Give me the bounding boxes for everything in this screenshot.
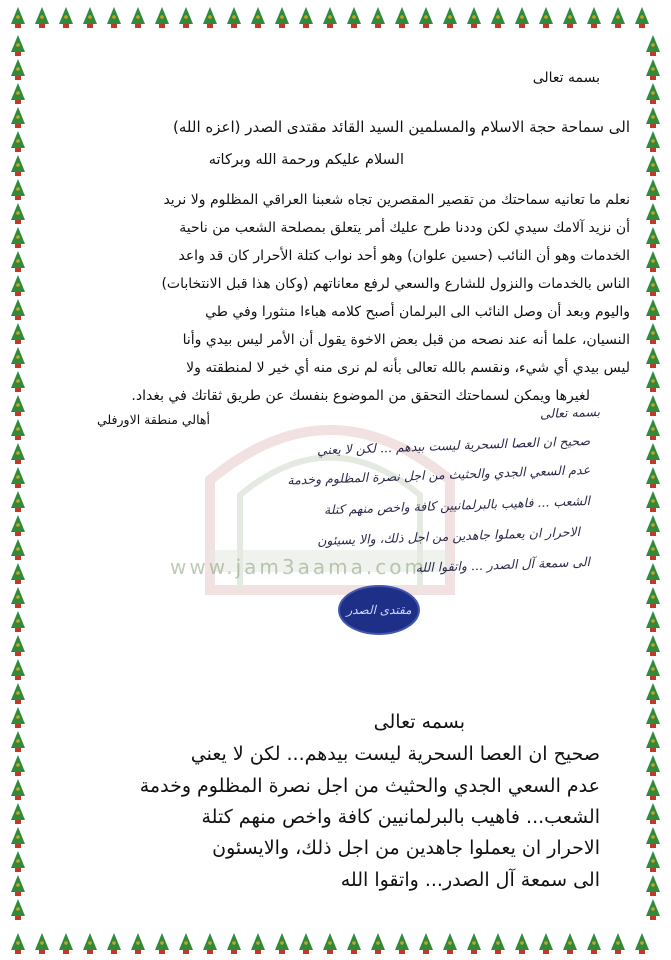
ornament-dot (16, 307, 20, 311)
ornament-base (15, 508, 21, 512)
ornament-base (567, 950, 573, 954)
ornament-base (15, 772, 21, 776)
ornament-dot (16, 115, 20, 119)
ornament-dot (16, 499, 20, 503)
ornament-base (15, 292, 21, 296)
ornament-dot (256, 941, 260, 945)
ornament-dot (304, 15, 308, 19)
ornament-dot (400, 15, 404, 19)
ornament-dot (651, 331, 655, 335)
ornament-base (15, 604, 21, 608)
ornament-dot (280, 941, 284, 945)
transcription-line: صحيح ان العصا السحرية ليست بيدهم... لكن لا يعني (190, 743, 600, 765)
ornament-dot (651, 43, 655, 47)
ornament-base (650, 460, 656, 464)
ornament-dot (448, 941, 452, 945)
ornament-base (650, 700, 656, 704)
ornament-dot (496, 15, 500, 19)
ornament-base (303, 24, 309, 28)
stamp-label: مقتدى الصدر (346, 603, 412, 617)
ornament-base (447, 24, 453, 28)
ornament-base (15, 388, 21, 392)
ornament-base (15, 52, 21, 56)
ornament-dot (651, 451, 655, 455)
letter-signature: أهالي منطقة الاورفلي (96, 412, 210, 427)
ornament-base (543, 950, 549, 954)
ornament-base (650, 556, 656, 560)
ornament-dot (160, 941, 164, 945)
ornament-dot (112, 941, 116, 945)
ornament-dot (16, 43, 20, 47)
ornament-dot (651, 307, 655, 311)
letter-greeting: السلام عليكم ورحمة الله وبركاته (208, 152, 404, 168)
ornament-dot (651, 235, 655, 239)
ornament-dot (16, 427, 20, 431)
ornament-dot (16, 787, 20, 791)
ornament-dot (16, 595, 20, 599)
ornament-base (15, 76, 21, 80)
ornament-base (650, 868, 656, 872)
ornament-dot (16, 67, 20, 71)
ornament-base (650, 76, 656, 80)
ornament-base (399, 24, 405, 28)
ornament-dot (88, 15, 92, 19)
ornament-dot (651, 67, 655, 71)
ornament-base (615, 24, 621, 28)
ornament-dot (651, 355, 655, 359)
ornament-dot (651, 739, 655, 743)
ornament-dot (160, 15, 164, 19)
ornament-base (650, 292, 656, 296)
ornament-base (39, 24, 45, 28)
ornament-base (423, 950, 429, 954)
ornament-dot (651, 547, 655, 551)
ornament-dot (16, 763, 20, 767)
ornament-base (207, 24, 213, 28)
handwritten-line: الاحرار ان يعملوا جاهدين من اجل ذلك، والا يسيئون (316, 524, 581, 549)
ornament-base (375, 950, 381, 954)
ornament-base (591, 950, 597, 954)
watermark-url: www.jam3aama.com (170, 555, 427, 579)
ornament-dot (16, 691, 20, 695)
ornament-base (15, 316, 21, 320)
ornament-dot (304, 941, 308, 945)
ornament-base (650, 340, 656, 344)
letter-body-line: الخدمات وهو أن النائب (حسين علوان) وهو أحد نواب كتلة الأحرار كان قد واعد (178, 248, 630, 264)
ornament-base (650, 628, 656, 632)
ornament-base (15, 268, 21, 272)
ornament-dot (651, 115, 655, 119)
border-left (4, 0, 32, 960)
ornament-dot (448, 15, 452, 19)
ornament-dot (16, 667, 20, 671)
ornament-base (650, 148, 656, 152)
ornament-dot (472, 941, 476, 945)
ornament-base (87, 24, 93, 28)
ornament-base (650, 52, 656, 56)
ornament-base (650, 316, 656, 320)
ornament-dot (651, 91, 655, 95)
ornament-dot (352, 15, 356, 19)
letter-body-line: الناس بالخدمات والنزول للشارع والسعي لرفع معاناتهم (وكان هذا قبل الانتخابات) (161, 276, 630, 292)
handwritten-line: عدم السعي الجدي والحثيث من اجل نصرة المظلوم وخدمة (287, 462, 591, 488)
ornament-dot (16, 859, 20, 863)
ornament-base (650, 652, 656, 656)
ornament-base (471, 24, 477, 28)
ornament-base (279, 950, 285, 954)
ornament-dot (16, 211, 20, 215)
ornament-base (15, 796, 21, 800)
ornament-dot (16, 91, 20, 95)
border-bottom (0, 930, 671, 958)
ornament-base (303, 950, 309, 954)
ornament-base (15, 172, 21, 176)
ornament-base (495, 24, 501, 28)
ornament-base (15, 484, 21, 488)
ornament-base (15, 700, 21, 704)
ornament-dot (651, 643, 655, 647)
ornament-dot (16, 475, 20, 479)
ornament-base (650, 172, 656, 176)
ornament-base (650, 124, 656, 128)
ornament-base (447, 950, 453, 954)
ornament-base (159, 950, 165, 954)
ornament-dot (651, 883, 655, 887)
ornament-dot (136, 941, 140, 945)
ornament-base (255, 950, 261, 954)
ornament-dot (424, 941, 428, 945)
ornament-dot (651, 499, 655, 503)
ornament-base (15, 556, 21, 560)
transcription-line: الى سمعة آل الصدر... واتقوا الله (340, 869, 600, 891)
ornament-base (135, 950, 141, 954)
ornament-base (15, 220, 21, 224)
ornament-dot (376, 941, 380, 945)
ornament-dot (592, 15, 596, 19)
ornament-dot (651, 859, 655, 863)
transcription-line: الشعب... فاهيب بالبرلمانيين كافة واخص منهم كتلة (201, 806, 600, 828)
ornament-base (650, 532, 656, 536)
ornament-base (15, 364, 21, 368)
ornament-dot (16, 523, 20, 527)
ornament-base (15, 100, 21, 104)
ornament-base (15, 844, 21, 848)
ornament-base (591, 24, 597, 28)
handwritten-line: صحيح ان العصا السحرية ليست بيدهم ... لكن لا يعني (316, 433, 591, 458)
ornament-base (519, 950, 525, 954)
ornament-base (39, 950, 45, 954)
ornament-dot (651, 715, 655, 719)
letter-body-line: نعلم ما تعانيه سماحتك من تقصير المقصرين تجاه شعبنا العراقي المظلوم ولا نريد (163, 192, 630, 208)
ornament-base (327, 950, 333, 954)
ornament-base (650, 412, 656, 416)
ornament-base (650, 484, 656, 488)
ornament-base (111, 950, 117, 954)
ornament-icon (4, 0, 32, 960)
transcription-line: الاحرار ان يعملوا جاهدين من اجل ذلك، والايسئون (212, 837, 600, 859)
ornament-base (650, 892, 656, 896)
ornament-base (650, 820, 656, 824)
ornament-dot (544, 941, 548, 945)
ornament-dot (16, 235, 20, 239)
seal-stamp (338, 585, 420, 635)
ornament-base (15, 124, 21, 128)
ornament-base (15, 628, 21, 632)
ornament-base (15, 892, 21, 896)
ornament-base (650, 436, 656, 440)
ornament-dot (16, 259, 20, 263)
ornament-base (650, 676, 656, 680)
letter-basmala: بسمه تعالى (532, 70, 600, 86)
ornament-dot (520, 15, 524, 19)
ornament-base (650, 748, 656, 752)
ornament-dot (651, 139, 655, 143)
ornament-dot (16, 883, 20, 887)
ornament-dot (184, 15, 188, 19)
ornament-dot (16, 163, 20, 167)
handwritten-line: الشعب ... فاهيب بالبرلمانيين كافة واخص منهم كتلة (323, 493, 591, 518)
ornament-base (15, 148, 21, 152)
ornament-base (231, 950, 237, 954)
border-top (0, 4, 671, 32)
ornament-dot (16, 643, 20, 647)
ornament-dot (400, 941, 404, 945)
ornament-base (15, 340, 21, 344)
ornament-dot (651, 667, 655, 671)
ornament-dot (544, 15, 548, 19)
letter-addressee: الى سماحة حجة الاسلام والمسلمين السيد القائد مقتدى الصدر (اعزه الله) (173, 118, 630, 136)
ornament-dot (16, 451, 20, 455)
ornament-dot (496, 941, 500, 945)
ornament-dot (592, 941, 596, 945)
ornament-base (15, 724, 21, 728)
ornament-dot (16, 907, 20, 911)
ornament-base (63, 24, 69, 28)
ornament-dot (376, 15, 380, 19)
ornament-dot (651, 523, 655, 527)
ornament-base (15, 436, 21, 440)
ornament-dot (40, 941, 44, 945)
ornament-dot (232, 15, 236, 19)
letter-body-line: ليس بيدي أي شيء، ونقسم بالله تعالى بأنه لم نرى منه أي خير لا لمنطقته ولا (186, 360, 630, 376)
ornament-dot (16, 139, 20, 143)
ornament-base (650, 796, 656, 800)
ornament-dot (651, 811, 655, 815)
ornament-dot (208, 941, 212, 945)
ornament-dot (651, 283, 655, 287)
border-right (639, 0, 667, 960)
ornament-base (650, 220, 656, 224)
ornament-dot (352, 941, 356, 945)
ornament-base (231, 24, 237, 28)
letter-body-line: واليوم وبعد أن وصل النائب الى البرلمان أصبح كلامه هباءا منثورا وفي طي (205, 304, 630, 320)
letter-body-line: أن نزيد آلامك سيدي لكن وددنا طرح عليك أمر يتعلق بمصلحة الشعب من ناحية (179, 220, 630, 236)
ornament-base (183, 950, 189, 954)
ornament-base (650, 364, 656, 368)
ornament-base (650, 844, 656, 848)
ornament-dot (16, 547, 20, 551)
ornament-base (15, 820, 21, 824)
ornament-base (650, 196, 656, 200)
ornament-base (650, 604, 656, 608)
ornament-base (87, 950, 93, 954)
ornament-base (375, 24, 381, 28)
ornament-base (650, 724, 656, 728)
ornament-base (15, 196, 21, 200)
handwritten-line: بسمه تعالى (539, 404, 601, 422)
ornament-dot (256, 15, 260, 19)
ornament-base (650, 580, 656, 584)
ornament-base (327, 24, 333, 28)
ornament-base (495, 950, 501, 954)
ornament-dot (232, 941, 236, 945)
ornament-dot (208, 15, 212, 19)
ornament-dot (616, 941, 620, 945)
ornament-base (15, 748, 21, 752)
ornament-dot (651, 595, 655, 599)
ornament-dot (651, 763, 655, 767)
ornament-dot (64, 941, 68, 945)
ornament-dot (16, 811, 20, 815)
ornament-dot (651, 427, 655, 431)
ornament-dot (16, 331, 20, 335)
ornament-base (63, 950, 69, 954)
ornament-dot (651, 163, 655, 167)
ornament-base (650, 508, 656, 512)
ornament-dot (520, 941, 524, 945)
ornament-dot (651, 787, 655, 791)
ornament-base (650, 244, 656, 248)
ornament-base (15, 916, 21, 920)
ornament-dot (16, 835, 20, 839)
ornament-dot (651, 259, 655, 263)
ornament-icon (0, 930, 671, 958)
ornament-base (567, 24, 573, 28)
transcription-line: عدم السعي الجدي والحثيث من اجل نصرة المظلوم وخدمة (139, 775, 600, 797)
ornament-dot (16, 379, 20, 383)
ornament-dot (16, 187, 20, 191)
ornament-base (111, 24, 117, 28)
ornament-dot (16, 403, 20, 407)
ornament-base (519, 24, 525, 28)
ornament-base (183, 24, 189, 28)
ornament-icon (0, 4, 671, 32)
ornament-dot (40, 15, 44, 19)
ornament-dot (651, 619, 655, 623)
ornament-dot (424, 15, 428, 19)
ornament-base (15, 580, 21, 584)
ornament-dot (651, 907, 655, 911)
ornament-dot (184, 941, 188, 945)
ornament-dot (64, 15, 68, 19)
ornament-dot (136, 15, 140, 19)
letter-body-line: لغيرها ويمكن لسماحتك التحقق من الموضوع بنفسك عن طريق ثقاتك في بغداد. (131, 388, 590, 404)
ornament-base (15, 676, 21, 680)
ornament-base (15, 244, 21, 248)
handwritten-line: الى سمعة آل الصدر ... واتقوا الله (415, 554, 591, 576)
ornament-base (351, 24, 357, 28)
ornament-dot (16, 739, 20, 743)
ornament-base (650, 268, 656, 272)
ornament-icon (639, 0, 667, 960)
ornament-base (650, 772, 656, 776)
ornament-dot (568, 15, 572, 19)
ornament-dot (651, 403, 655, 407)
ornament-base (15, 652, 21, 656)
ornament-dot (88, 941, 92, 945)
ornament-base (650, 916, 656, 920)
ornament-dot (651, 835, 655, 839)
ornament-dot (651, 691, 655, 695)
ornament-dot (472, 15, 476, 19)
ornament-dot (280, 15, 284, 19)
ornament-base (15, 532, 21, 536)
ornament-base (15, 460, 21, 464)
ornament-dot (16, 619, 20, 623)
ornament-base (15, 868, 21, 872)
letter-body-line: النسيان، علما أنه عند نصحه من قبل بعض الاخوة يقول أن الأمر ليس بيدي وأنا (182, 332, 630, 348)
ornament-base (423, 24, 429, 28)
ornament-base (279, 24, 285, 28)
ornament-base (399, 950, 405, 954)
ornament-base (15, 412, 21, 416)
ornament-base (615, 950, 621, 954)
ornament-base (135, 24, 141, 28)
ornament-base (650, 100, 656, 104)
ornament-base (650, 388, 656, 392)
ornament-base (159, 24, 165, 28)
ornament-base (207, 950, 213, 954)
ornament-dot (16, 571, 20, 575)
ornament-dot (651, 187, 655, 191)
letter-page (40, 40, 630, 920)
ornament-dot (616, 15, 620, 19)
transcription-line: بسمه تعالى (373, 711, 465, 733)
ornament-dot (568, 941, 572, 945)
ornament-base (471, 950, 477, 954)
ornament-dot (112, 15, 116, 19)
ornament-base (543, 24, 549, 28)
ornament-dot (16, 355, 20, 359)
ornament-dot (328, 15, 332, 19)
ornament-dot (651, 211, 655, 215)
ornament-dot (328, 941, 332, 945)
ornament-dot (16, 283, 20, 287)
ornament-dot (651, 475, 655, 479)
ornament-base (255, 24, 261, 28)
ornament-dot (651, 379, 655, 383)
ornament-dot (651, 571, 655, 575)
ornament-base (351, 950, 357, 954)
ornament-dot (16, 715, 20, 719)
